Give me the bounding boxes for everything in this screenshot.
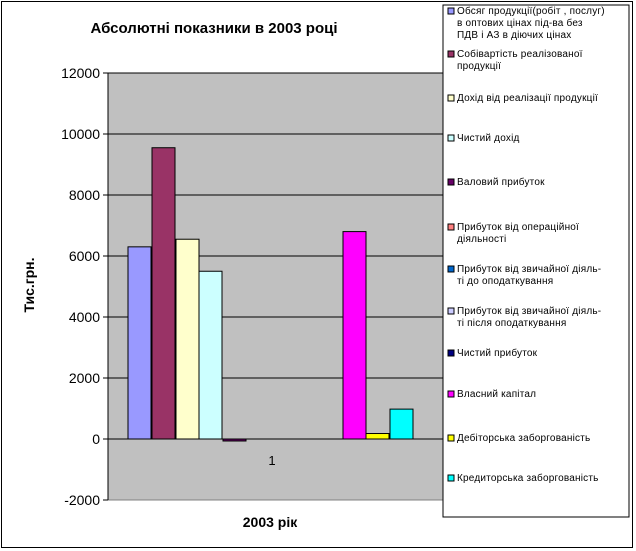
y-tick-label: 10000 xyxy=(61,126,100,142)
bar-4 xyxy=(199,271,222,439)
legend-label-9: Чистий прибуток xyxy=(457,348,538,359)
chart-title: Абсолютні показники в 2003 році xyxy=(90,20,338,37)
legend-label-2: Собівартість реалізованої xyxy=(457,49,583,60)
y-axis-title: Тис.грн. xyxy=(21,257,37,313)
legend-swatch-4 xyxy=(448,135,454,141)
legend-label-3: Дохід від реалізації продукції xyxy=(457,93,598,104)
legend-label-8: Прибуток від звичайної діяль- xyxy=(457,306,602,317)
legend-swatch-5 xyxy=(448,179,454,185)
bar-2 xyxy=(152,148,175,439)
y-tick-label: 0 xyxy=(92,431,100,447)
y-tick-label: 6000 xyxy=(68,248,100,264)
legend-label-2: продукції xyxy=(457,61,502,72)
y-tick-label: 8000 xyxy=(68,187,100,203)
legend-label-7: Прибуток від звичайної діяль- xyxy=(457,264,602,275)
legend-swatch-3 xyxy=(448,95,454,101)
bar-10 xyxy=(343,232,366,439)
bar-12 xyxy=(390,409,413,439)
legend-swatch-1 xyxy=(448,8,454,14)
y-tick-label: 2000 xyxy=(68,370,100,386)
x-category-label: 1 xyxy=(268,453,276,468)
legend-swatch-9 xyxy=(448,350,454,356)
legend-swatch-2 xyxy=(448,51,454,57)
legend-label-10: Власний капітал xyxy=(457,389,537,400)
bar-1 xyxy=(128,247,151,439)
legend-swatch-11 xyxy=(448,435,454,441)
legend-label-7: ті до оподаткування xyxy=(457,276,554,287)
legend-label-1: в оптових цінах під-ва без xyxy=(457,18,583,29)
legend-label-8: ті після оподаткування xyxy=(457,318,567,329)
legend-label-1: Обсяг продукції(робіт , послуг) xyxy=(457,6,605,17)
legend-swatch-7 xyxy=(448,266,454,272)
x-axis-title: 2003 рік xyxy=(242,514,298,530)
legend-label-12: Кредиторська заборгованість xyxy=(457,473,599,484)
legend-label-4: Чистий дохід xyxy=(457,133,520,144)
y-tick-label: 12000 xyxy=(61,65,100,81)
legend-label-1: ПДВ і АЗ в діючих цінах xyxy=(457,30,572,41)
legend-label-6: Прибуток від операційної xyxy=(457,222,580,233)
legend-swatch-10 xyxy=(448,391,454,397)
legend-label-11: Дебіторська заборгованість xyxy=(457,433,591,444)
legend-swatch-8 xyxy=(448,308,454,314)
bar-3 xyxy=(176,239,199,439)
bar-11 xyxy=(366,434,389,439)
legend-label-6: діяльності xyxy=(457,234,507,245)
legend-swatch-12 xyxy=(448,475,454,481)
y-tick-label: -2000 xyxy=(64,492,100,508)
y-tick-label: 4000 xyxy=(68,309,100,325)
legend-swatch-6 xyxy=(448,224,454,230)
legend-label-5: Валовий прибуток xyxy=(457,177,545,188)
